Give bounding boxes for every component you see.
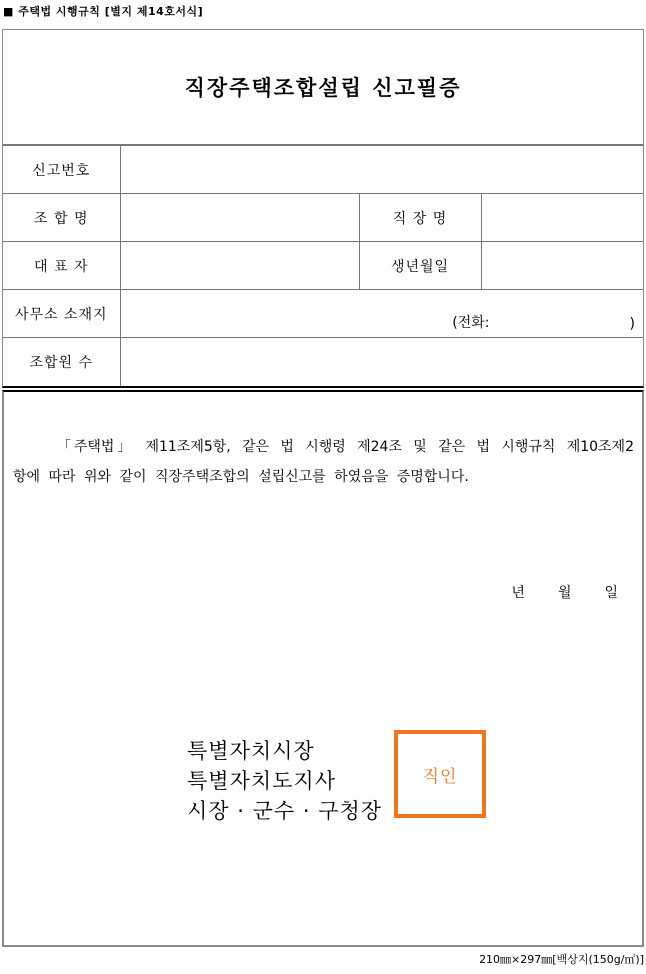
member-count-label: 조합원 수 bbox=[3, 338, 120, 386]
year-label: 년 bbox=[511, 585, 525, 601]
certificate-table bbox=[3, 145, 643, 386]
phone-label-open: (전화: bbox=[452, 315, 490, 331]
statement-line-2: 항에 따라 위와 같이 직장주택조합의 설립신고를 하였음을 증명합니다. bbox=[13, 469, 469, 485]
representative-label: 대 표 자 bbox=[3, 242, 120, 290]
statement-line-1: 「주택법」 제11조제5항, 같은 법 시행령 제24조 및 같은 법 시행규칙 제10조제2 bbox=[57, 439, 634, 455]
authority-line-1: 특별자치시장 bbox=[187, 739, 315, 763]
table-row-association-name bbox=[3, 194, 643, 242]
table-row-member-count bbox=[3, 338, 643, 386]
association-name-field[interactable] bbox=[120, 194, 359, 242]
table-row-report-number bbox=[3, 146, 643, 194]
certification-body-box bbox=[2, 390, 644, 947]
birth-date-label: 생년월일 bbox=[359, 242, 481, 290]
phone-label-close: ) bbox=[629, 316, 635, 332]
table-row-office-address bbox=[3, 290, 643, 338]
month-label: 월 bbox=[557, 585, 572, 601]
issuing-authority bbox=[187, 736, 382, 826]
phone-line bbox=[121, 290, 644, 337]
certification-statement bbox=[13, 432, 634, 492]
date-line bbox=[511, 582, 642, 602]
certificate-header-box bbox=[2, 29, 644, 388]
report-number-field[interactable] bbox=[120, 146, 643, 194]
seal-label: 직인 bbox=[422, 766, 458, 787]
authority-line-3: 시장 · 군수 · 구청장 bbox=[187, 799, 383, 823]
paper-spec: 210㎜×297㎜[백상지(150g/㎡)] bbox=[479, 953, 644, 966]
birth-date-field[interactable] bbox=[481, 242, 643, 290]
report-number-label: 신고번호 bbox=[3, 146, 120, 194]
workplace-name-label: 직 장 명 bbox=[359, 194, 481, 242]
association-name-label: 조 합 명 bbox=[3, 194, 120, 242]
day-label: 일 bbox=[604, 585, 618, 601]
workplace-name-field[interactable] bbox=[481, 194, 643, 242]
form-reference: ■ 주택법 시행규칙 [별지 제14호서식] bbox=[3, 5, 204, 18]
page-title: 직장주택조합설립 신고필증 bbox=[3, 30, 643, 145]
representative-field[interactable] bbox=[120, 242, 359, 290]
signature-area bbox=[4, 730, 642, 830]
official-seal-box bbox=[394, 730, 486, 818]
office-address-field[interactable] bbox=[120, 290, 643, 338]
office-address-label: 사무소 소재지 bbox=[3, 290, 120, 338]
table-row-representative bbox=[3, 242, 643, 290]
member-count-field[interactable] bbox=[120, 338, 643, 386]
authority-line-2: 특별자치도지사 bbox=[187, 769, 337, 793]
